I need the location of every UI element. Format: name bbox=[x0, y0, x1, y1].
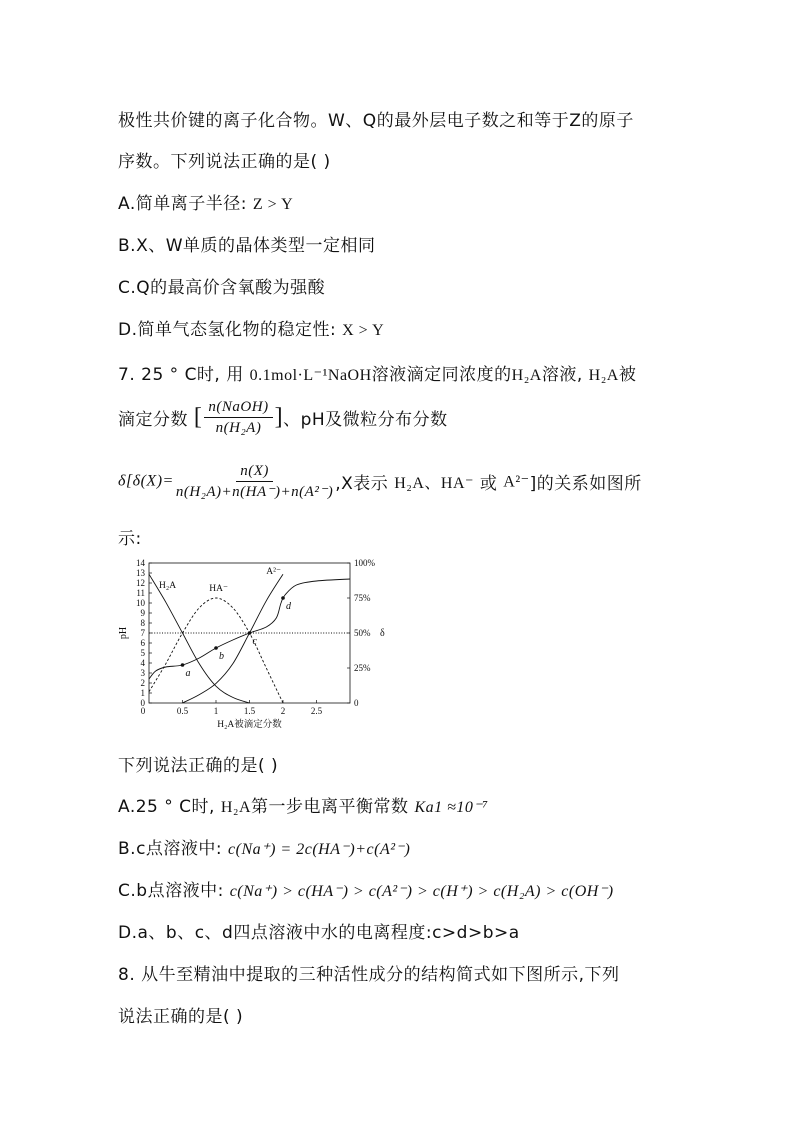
y-right-tick-label: 0 bbox=[354, 698, 359, 708]
option-6d bbox=[118, 315, 384, 340]
data-point-a bbox=[181, 663, 185, 667]
q7-option-b-label: B.c点溶液中: bbox=[118, 839, 229, 859]
q7-option-a-h2a: H₂A bbox=[220, 799, 252, 816]
y-right-tick-label: 75% bbox=[354, 593, 371, 603]
q7-option-b bbox=[118, 834, 410, 859]
y-right-tick-label: 25% bbox=[354, 663, 371, 673]
q7-option-c-label: C.b点溶液中: bbox=[118, 881, 230, 901]
titration-chart bbox=[118, 553, 398, 735]
series-line-HA bbox=[149, 598, 283, 703]
q7-option-c bbox=[118, 876, 614, 901]
question-7-stem bbox=[118, 360, 636, 385]
y-left-tick-label: 3 bbox=[140, 668, 145, 678]
delta-fraction bbox=[176, 462, 333, 501]
y-left-axis-label: pH bbox=[118, 626, 129, 640]
q7-frac-prefix: 滴定分数 bbox=[118, 410, 194, 430]
delta-denominator: n(H₂A)+n(HA⁻)+n(A²⁻) bbox=[175, 484, 334, 500]
data-point-d bbox=[281, 596, 285, 600]
question-8-stem-1: 8. 从牛至精油中提取的三种活性成分的结构简式如下图所示,下列 bbox=[118, 965, 620, 985]
fraction-denominator: n(H₂A) bbox=[215, 420, 262, 436]
y-left-tick-label: 2 bbox=[140, 678, 145, 688]
y-left-tick-label: 8 bbox=[140, 618, 145, 628]
x-tick-label: 1.5 bbox=[243, 706, 256, 716]
option-6d-label: D.简单气态氢化物的稳定性: bbox=[118, 320, 343, 340]
bracket-open: [ bbox=[193, 404, 203, 430]
data-point-label-d: d bbox=[286, 601, 291, 612]
q7-ask: 下列说法正确的是( ) bbox=[118, 756, 279, 776]
q7-option-a-math: Ka1 ≈10⁻⁷ bbox=[414, 799, 489, 816]
y-left-tick-label: 0 bbox=[140, 698, 145, 708]
q7-option-c-math: c(Na⁺) > c(HA⁻) > c(A²⁻) > c(H⁺) > c(H₂A) > c(OH⁻) bbox=[229, 883, 614, 900]
x-origin-label: 0 bbox=[140, 706, 146, 716]
y-left-tick-label: 10 bbox=[136, 598, 145, 608]
data-point-label-c: c bbox=[252, 636, 257, 647]
q7-h2a-2: H₂A bbox=[588, 367, 619, 384]
y-left-tick-label: 6 bbox=[140, 638, 145, 648]
y-left-tick-label: 14 bbox=[136, 558, 145, 568]
x-tick-label: 0.5 bbox=[176, 706, 189, 716]
curve-label: HA⁻ bbox=[209, 584, 229, 594]
x-axis-label: H₂A被滴定分数 bbox=[217, 720, 282, 730]
q7-concentration: 0.1mol·L⁻¹NaOH bbox=[249, 367, 372, 384]
y-left-tick-label: 1 bbox=[140, 688, 145, 698]
bracket-close: ] bbox=[274, 404, 284, 430]
x-tick-label: 1 bbox=[213, 706, 219, 716]
q7-text-c: 溶液, bbox=[541, 365, 589, 385]
delta-mid: ,X表示 bbox=[335, 474, 395, 494]
x-tick-label: 2.5 bbox=[310, 706, 323, 716]
curve-label: H₂A bbox=[159, 581, 177, 592]
series-line-A bbox=[183, 574, 284, 703]
delta-end: ]的关系如图所 bbox=[529, 474, 642, 494]
q7-titration-fraction bbox=[118, 398, 448, 437]
y-left-tick-label: 11 bbox=[136, 588, 145, 598]
option-6a-math: Z > Y bbox=[252, 196, 294, 213]
y-left-tick-label: 9 bbox=[140, 608, 145, 618]
q7-option-a bbox=[118, 792, 488, 817]
y-right-tick-label: 50% bbox=[354, 628, 371, 638]
fraction-numerator: n(NaOH) bbox=[204, 398, 272, 418]
y-left-tick-label: 13 bbox=[136, 568, 145, 578]
q7-option-a-label: A.25 ° C时, bbox=[118, 797, 221, 817]
y-right-tick-label: 100% bbox=[354, 558, 375, 568]
series-line-HA bbox=[149, 574, 250, 703]
data-point-label-b: b bbox=[219, 651, 224, 662]
y-left-tick-label: 7 bbox=[140, 628, 145, 638]
delta-lhs: δ[δ(X)= bbox=[118, 472, 174, 490]
q7-option-a-text: 第一步电离平衡常数 bbox=[251, 797, 415, 817]
q7-h2a-1: H₂A bbox=[511, 367, 542, 384]
y-left-tick-label: 12 bbox=[136, 578, 145, 588]
option-6c: C.Q的最高价含氧酸为强酸 bbox=[118, 278, 326, 298]
y-right-axis-label: δ bbox=[380, 628, 385, 639]
q7-option-b-math: c(Na⁺) = 2c(HA⁻)+c(A²⁻) bbox=[228, 841, 411, 858]
delta-or: 或 bbox=[473, 474, 504, 494]
option-6a bbox=[118, 189, 293, 214]
delta-numerator: n(X) bbox=[236, 462, 273, 482]
data-point-label-a: a bbox=[185, 668, 191, 679]
text-line-2: 序数。下列说法正确的是( ) bbox=[118, 152, 331, 172]
q7-text-d: 被 bbox=[618, 365, 637, 385]
y-left-tick-label: 4 bbox=[140, 658, 145, 668]
fraction-naoh-h2a bbox=[204, 398, 272, 437]
q7-frac-suffix: 、pH及微粒分布分数 bbox=[283, 410, 448, 430]
y-left-tick-label: 5 bbox=[140, 648, 145, 658]
q7-delta-definition bbox=[118, 462, 642, 501]
text-shi: 示: bbox=[118, 529, 142, 549]
curve-label: A²⁻ bbox=[266, 567, 281, 578]
option-6b: B.X、W单质的晶体类型一定相同 bbox=[118, 236, 376, 256]
delta-species: H₂A、HA⁻ bbox=[394, 475, 474, 492]
text-line-1: 极性共价键的离子化合物。W、Q的最外层电子数之和等于Z的原子 bbox=[118, 111, 634, 131]
q7-text-a: 7. 25 ° C时, 用 bbox=[118, 365, 250, 385]
series-line-pH bbox=[149, 579, 350, 679]
titration-chart-svg bbox=[118, 553, 398, 735]
data-point-c bbox=[248, 631, 252, 635]
x-tick-label: 2 bbox=[280, 706, 286, 716]
option-6a-label: A.简单离子半径: bbox=[118, 194, 253, 214]
q7-option-d: D.a、b、c、d四点溶液中水的电离程度:c>d>b>a bbox=[118, 923, 520, 943]
question-8-stem-2: 说法正确的是( ) bbox=[118, 1007, 244, 1027]
data-point-b bbox=[214, 646, 218, 650]
q7-text-b: 溶液滴定同浓度的 bbox=[371, 365, 512, 385]
option-6d-math: X > Y bbox=[342, 322, 385, 339]
delta-a2: A²⁻ bbox=[503, 473, 530, 491]
